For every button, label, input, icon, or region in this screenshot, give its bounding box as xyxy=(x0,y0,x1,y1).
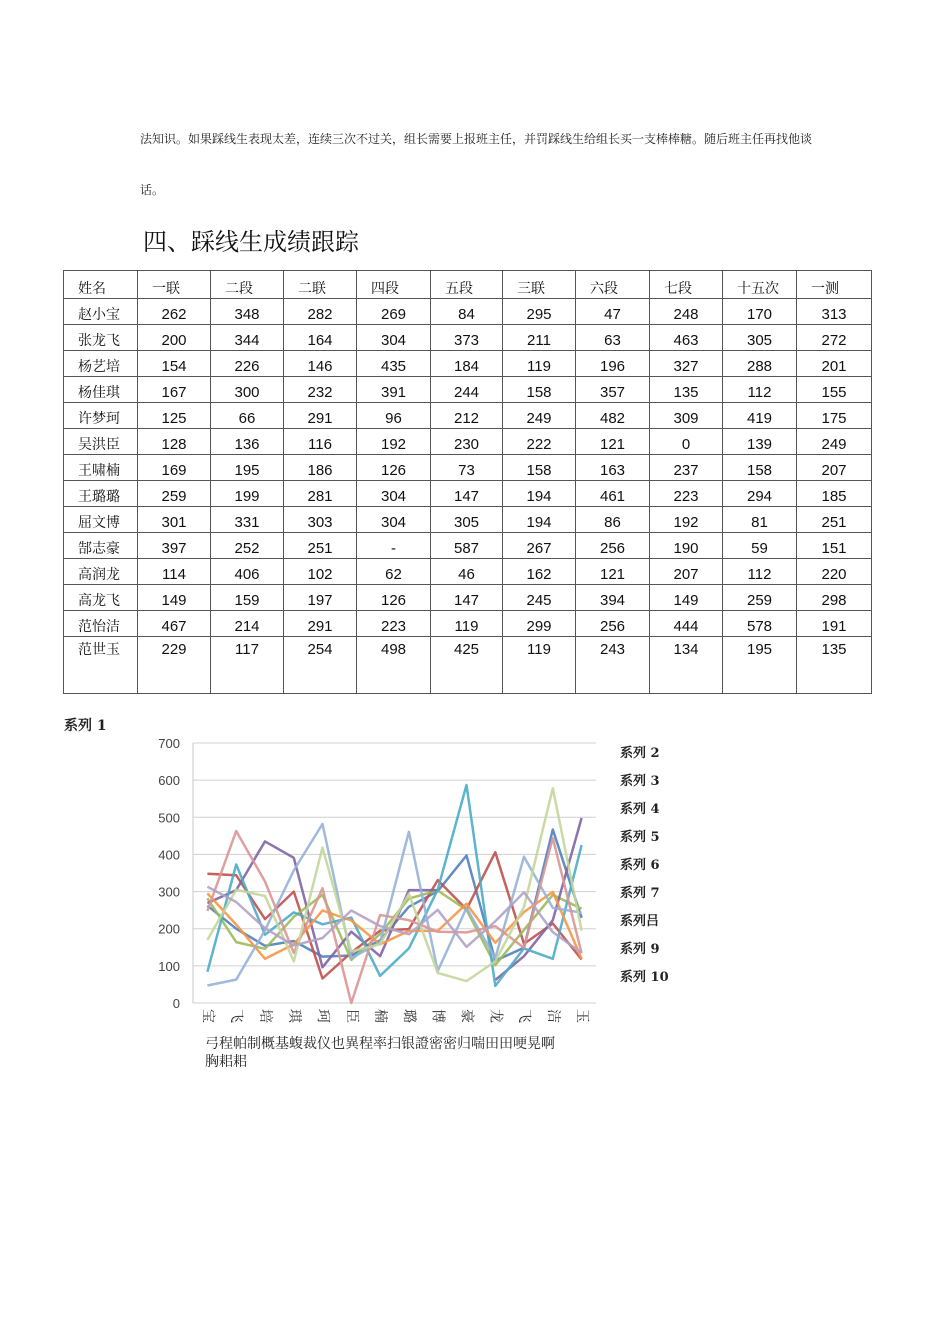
score-cell: 313 xyxy=(797,299,872,325)
x-axis-garbled-label-2: 胸耜耜 xyxy=(205,1054,247,1070)
score-cell: 435 xyxy=(357,351,431,377)
score-cell: 112 xyxy=(723,377,797,403)
score-cell: 249 xyxy=(503,403,576,429)
score-cell: 295 xyxy=(503,299,576,325)
score-cell: 81 xyxy=(723,507,797,533)
student-name: 郜志豪 xyxy=(64,533,138,559)
score-cell: 229 xyxy=(138,637,211,694)
score-cell: 149 xyxy=(138,585,211,611)
score-cell: 461 xyxy=(576,481,650,507)
score-cell: 406 xyxy=(211,559,284,585)
score-cell: 175 xyxy=(797,403,872,429)
score-cell: 119 xyxy=(431,611,503,637)
score-cell: 196 xyxy=(576,351,650,377)
table-row xyxy=(64,533,872,559)
score-cell: 232 xyxy=(284,377,357,403)
score-cell: 467 xyxy=(138,611,211,637)
score-cell: 482 xyxy=(576,403,650,429)
score-cell: 158 xyxy=(723,455,797,481)
section-heading: 四、踩线生成绩跟踪 xyxy=(143,228,359,256)
legend-entry: 系列 2 xyxy=(620,746,660,761)
score-cell: 211 xyxy=(503,325,576,351)
score-cell: 245 xyxy=(503,585,576,611)
score-cell: 288 xyxy=(723,351,797,377)
x-tick-label: 宝 xyxy=(199,1009,216,1023)
score-cell: 301 xyxy=(138,507,211,533)
score-cell: 291 xyxy=(284,403,357,429)
student-name: 张龙飞 xyxy=(64,325,138,351)
y-tick-label: 600 xyxy=(158,773,180,789)
score-cell: 256 xyxy=(576,611,650,637)
score-cell: 125 xyxy=(138,403,211,429)
table-row xyxy=(64,611,872,637)
y-tick-label: 200 xyxy=(158,921,180,937)
score-cell: 169 xyxy=(138,455,211,481)
score-cell: 272 xyxy=(797,325,872,351)
score-cell: 444 xyxy=(650,611,723,637)
score-cell: 348 xyxy=(211,299,284,325)
score-cell: 114 xyxy=(138,559,211,585)
legend-entry: 系列 4 xyxy=(620,802,660,817)
score-cell: 136 xyxy=(211,429,284,455)
score-cell: 199 xyxy=(211,481,284,507)
score-cell: 304 xyxy=(357,507,431,533)
score-cell: 344 xyxy=(211,325,284,351)
score-cell: 117 xyxy=(211,637,284,694)
score-cell: 159 xyxy=(211,585,284,611)
score-cell: 251 xyxy=(797,507,872,533)
score-cell: 119 xyxy=(503,637,576,694)
score-cell: 163 xyxy=(576,455,650,481)
score-cell: 135 xyxy=(797,637,872,694)
score-cell: 259 xyxy=(138,481,211,507)
score-cell: 305 xyxy=(723,325,797,351)
score-cell: 294 xyxy=(723,481,797,507)
score-cell: 195 xyxy=(211,455,284,481)
legend-entry: 系列 6 xyxy=(620,858,660,873)
score-cell: 147 xyxy=(431,585,503,611)
table-row xyxy=(64,507,872,533)
x-tick-label: 臣 xyxy=(343,1009,360,1023)
legend-entry: 系列吕 xyxy=(620,914,660,929)
score-cell: 112 xyxy=(723,559,797,585)
student-name: 范怡洁 xyxy=(64,611,138,637)
score-cell: - xyxy=(357,533,431,559)
score-cell: 291 xyxy=(284,611,357,637)
legend-entry: 系列 9 xyxy=(620,942,660,957)
x-tick-label: 璐 xyxy=(400,1009,417,1023)
student-name: 范世玉 xyxy=(64,637,138,694)
score-cell: 299 xyxy=(503,611,576,637)
score-cell: 309 xyxy=(650,403,723,429)
score-cell: 126 xyxy=(357,455,431,481)
column-header: 十五次 xyxy=(723,271,797,299)
score-cell: 73 xyxy=(431,455,503,481)
score-cell: 200 xyxy=(138,325,211,351)
score-cell: 226 xyxy=(211,351,284,377)
score-cell: 298 xyxy=(797,585,872,611)
x-tick-label: 琪 xyxy=(285,1009,302,1023)
score-cell: 191 xyxy=(797,611,872,637)
table-row xyxy=(64,637,872,694)
table-row xyxy=(64,351,872,377)
student-name: 屈文博 xyxy=(64,507,138,533)
score-cell: 155 xyxy=(797,377,872,403)
table-row xyxy=(64,377,872,403)
score-cell: 47 xyxy=(576,299,650,325)
x-tick-label: 博 xyxy=(429,1009,446,1023)
score-cell: 207 xyxy=(797,455,872,481)
table-header-row xyxy=(64,271,872,299)
score-cell: 304 xyxy=(357,325,431,351)
legend-entry: 系列 3 xyxy=(620,774,660,789)
table-row xyxy=(64,325,872,351)
x-tick-label: 培 xyxy=(256,1009,273,1023)
x-tick-label: 豪 xyxy=(458,1009,475,1023)
score-cell: 167 xyxy=(138,377,211,403)
score-cell: 373 xyxy=(431,325,503,351)
score-cell: 327 xyxy=(650,351,723,377)
score-cell: 259 xyxy=(723,585,797,611)
legend-entry: 系列 10 xyxy=(620,970,669,985)
score-cell: 303 xyxy=(284,507,357,533)
score-cell: 212 xyxy=(431,403,503,429)
score-cell: 222 xyxy=(503,429,576,455)
y-tick-label: 100 xyxy=(158,958,180,974)
chart-title: 系列 1 xyxy=(64,718,107,734)
column-header: 一测 xyxy=(797,271,872,299)
score-cell: 237 xyxy=(650,455,723,481)
score-cell: 243 xyxy=(576,637,650,694)
score-cell: 223 xyxy=(357,611,431,637)
score-cell: 220 xyxy=(797,559,872,585)
column-header: 二联 xyxy=(284,271,357,299)
x-tick-label: 楠 xyxy=(372,1009,389,1023)
student-name: 赵小宝 xyxy=(64,299,138,325)
column-header: 三联 xyxy=(503,271,576,299)
x-tick-label: 洁 xyxy=(544,1009,561,1023)
x-tick-label: 玉 xyxy=(573,1009,590,1023)
score-cell: 223 xyxy=(650,481,723,507)
score-cell: 102 xyxy=(284,559,357,585)
student-name: 吴洪臣 xyxy=(64,429,138,455)
line-chart xyxy=(0,700,950,1080)
score-cell: 194 xyxy=(503,507,576,533)
paragraph-line-1: 法知识。如果踩线生表现太差，连续三次不过关，组长需要上报班主任，并罚踩线生给组长买一支棒棒糖。随后班主任再找他谈 xyxy=(140,132,813,146)
score-cell: 128 xyxy=(138,429,211,455)
score-cell: 248 xyxy=(650,299,723,325)
score-cell: 162 xyxy=(503,559,576,585)
column-header: 二段 xyxy=(211,271,284,299)
column-header: 七段 xyxy=(650,271,723,299)
legend-entry: 系列 5 xyxy=(620,830,660,845)
score-cell: 116 xyxy=(284,429,357,455)
student-name: 王啸楠 xyxy=(64,455,138,481)
score-cell: 185 xyxy=(797,481,872,507)
score-cell: 184 xyxy=(431,351,503,377)
x-tick-label: 飞 xyxy=(228,1009,245,1023)
column-header: 姓名 xyxy=(64,271,138,299)
column-header: 一联 xyxy=(138,271,211,299)
table-body xyxy=(64,299,872,694)
score-cell: 249 xyxy=(797,429,872,455)
score-cell: 463 xyxy=(650,325,723,351)
x-tick-label: 珂 xyxy=(314,1009,331,1023)
score-cell: 147 xyxy=(431,481,503,507)
score-cell: 207 xyxy=(650,559,723,585)
score-cell: 59 xyxy=(723,533,797,559)
score-cell: 251 xyxy=(284,533,357,559)
student-name: 许梦珂 xyxy=(64,403,138,429)
score-cell: 425 xyxy=(431,637,503,694)
score-cell: 134 xyxy=(650,637,723,694)
table-row xyxy=(64,559,872,585)
score-cell: 121 xyxy=(576,559,650,585)
score-cell: 126 xyxy=(357,585,431,611)
score-cell: 256 xyxy=(576,533,650,559)
score-cell: 190 xyxy=(650,533,723,559)
score-cell: 305 xyxy=(431,507,503,533)
score-cell: 195 xyxy=(723,637,797,694)
column-header: 六段 xyxy=(576,271,650,299)
x-tick-label: 龙 xyxy=(487,1009,504,1023)
student-name: 高润龙 xyxy=(64,559,138,585)
score-cell: 357 xyxy=(576,377,650,403)
column-header: 四段 xyxy=(357,271,431,299)
score-cell: 194 xyxy=(503,481,576,507)
score-cell: 244 xyxy=(431,377,503,403)
legend-entry: 系列 7 xyxy=(620,886,660,901)
score-cell: 149 xyxy=(650,585,723,611)
table-row xyxy=(64,585,872,611)
score-cell: 139 xyxy=(723,429,797,455)
score-cell: 158 xyxy=(503,377,576,403)
score-cell: 391 xyxy=(357,377,431,403)
score-cell: 281 xyxy=(284,481,357,507)
student-name: 高龙飞 xyxy=(64,585,138,611)
y-tick-label: 500 xyxy=(158,810,180,826)
score-cell: 96 xyxy=(357,403,431,429)
score-cell: 282 xyxy=(284,299,357,325)
score-cell: 186 xyxy=(284,455,357,481)
score-cell: 304 xyxy=(357,481,431,507)
score-cell: 84 xyxy=(431,299,503,325)
score-cell: 254 xyxy=(284,637,357,694)
score-cell: 269 xyxy=(357,299,431,325)
x-axis-garbled-label: 弓程帕制概基蝮裁仪也異程率扫银證密密归喘田田哽晃啊 xyxy=(205,1036,555,1052)
score-cell: 498 xyxy=(357,637,431,694)
table-row xyxy=(64,455,872,481)
score-cell: 230 xyxy=(431,429,503,455)
score-cell: 192 xyxy=(357,429,431,455)
score-cell: 394 xyxy=(576,585,650,611)
student-name: 杨佳琪 xyxy=(64,377,138,403)
paragraph-line-2: 话。 xyxy=(140,183,165,197)
score-cell: 578 xyxy=(723,611,797,637)
score-cell: 201 xyxy=(797,351,872,377)
column-header: 五段 xyxy=(431,271,503,299)
student-name: 王璐璐 xyxy=(64,481,138,507)
score-cell: 262 xyxy=(138,299,211,325)
chart-svg xyxy=(0,700,950,1080)
score-cell: 397 xyxy=(138,533,211,559)
y-tick-label: 300 xyxy=(158,884,180,900)
score-cell: 151 xyxy=(797,533,872,559)
score-cell: 146 xyxy=(284,351,357,377)
score-cell: 170 xyxy=(723,299,797,325)
score-cell: 197 xyxy=(284,585,357,611)
table-row xyxy=(64,429,872,455)
score-cell: 63 xyxy=(576,325,650,351)
y-tick-label: 700 xyxy=(158,736,180,751)
score-cell: 587 xyxy=(431,533,503,559)
table-row xyxy=(64,481,872,507)
score-cell: 419 xyxy=(723,403,797,429)
score-cell: 66 xyxy=(211,403,284,429)
score-cell: 62 xyxy=(357,559,431,585)
score-cell: 135 xyxy=(650,377,723,403)
score-cell: 214 xyxy=(211,611,284,637)
y-tick-label: 400 xyxy=(158,847,180,863)
table-row xyxy=(64,403,872,429)
x-tick-label: 飞 xyxy=(516,1009,533,1023)
score-cell: 121 xyxy=(576,429,650,455)
student-name: 杨艺培 xyxy=(64,351,138,377)
score-cell: 267 xyxy=(503,533,576,559)
score-cell: 164 xyxy=(284,325,357,351)
score-table xyxy=(63,270,872,694)
score-cell: 252 xyxy=(211,533,284,559)
score-cell: 86 xyxy=(576,507,650,533)
score-cell: 119 xyxy=(503,351,576,377)
score-cell: 46 xyxy=(431,559,503,585)
score-cell: 300 xyxy=(211,377,284,403)
score-cell: 158 xyxy=(503,455,576,481)
y-tick-label: 0 xyxy=(172,996,180,1011)
score-cell: 192 xyxy=(650,507,723,533)
score-cell: 154 xyxy=(138,351,211,377)
table-row xyxy=(64,299,872,325)
score-cell: 331 xyxy=(211,507,284,533)
score-cell: 0 xyxy=(650,429,723,455)
